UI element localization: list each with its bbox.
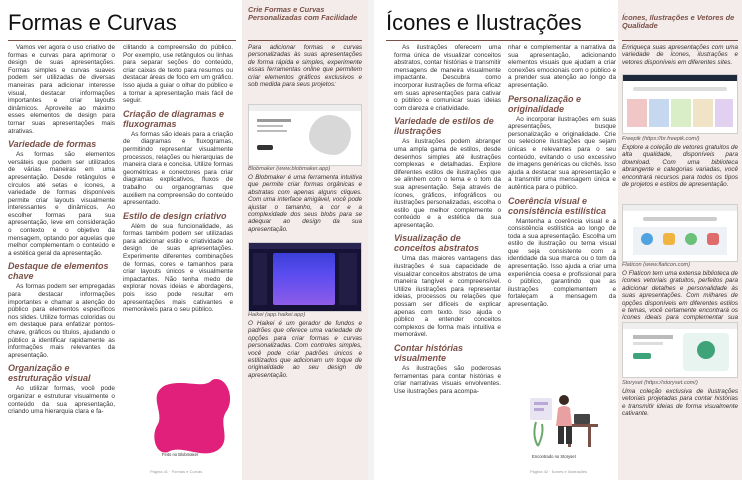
page-footer: Página 41 · Formas e Curvas [150,469,203,474]
screenshot-caption: Blobmaker (www.blobmaker.app) [248,166,331,172]
page-title: Formas e Curvas [8,10,177,35]
image-caption: Feito no Blobmaker [162,452,199,457]
image-caption: Encontrado no Storyset [532,454,576,459]
sidebar-heading: Crie Formas e Curvas Personalizadas com Facilidade [248,5,358,23]
screenshot-caption: Haikei (app.haikei.app) [248,312,306,318]
text-column-2 [123,44,233,317]
section-heading: Estilo de design criativo [123,210,227,221]
sidebar-text: Explore a coleção de vetores gratuitos de alta qualidade, disponíveis para download. Com uma biblioteca abrangente e categorias variadas, você encontrará recursos para todos os tipos de projetos e estilos de apresentação. [622,144,738,189]
section-heading: Personalização e originalidade [508,93,582,114]
paragraph: As formas são ideais para a criação de diagramas e fluxogramas, permitindo representar visualmente processos, relações ou hierarquias de maneira clara e concisa. Utilize formas geométricas e conectores para criar diagramas explicativos, fluxos de trabalho ou organogramas que auxiliem na compreensão do conteúdo apresentado. [123,130,233,207]
paragraph: As ilustrações oferecem uma forma única de visualizar conceitos abstratos, contar histórias e transmitir mensagens de maneira visualmente impactante. Descubra como incorporar ilustrações de forma eficaz em suas apresentações para cativar o público e comunicar suas ideias com clareza e criatividade. [394,44,501,112]
sidebar-intro: Para adicionar formas e curvas personalizadas às suas apresentações de forma rápida e simples, experimente essas ferramentas online que permitem criar elementos gráficos exclusivos e sob medida para seus projetos: [248,44,362,89]
sidebar [618,0,742,480]
blobmaker-screenshot [248,104,362,166]
section-heading: Destaque de elementos chave [8,261,109,282]
storyset-screenshot [622,322,738,378]
title-rule [386,40,614,41]
text-column-1 [8,44,115,419]
screenshot-caption: Flaticon (www.flaticon.com) [622,262,691,268]
paragraph: cilitando a compreensão do público. Por exemplo, use retângulos ou linhas para separar seções do conteúdo, criar caixas de texto para resumos ou destacar áreas de foco em um gráfico. Isso ajuda a guiar o olhar do público e a tornar a apresentação mais fácil de seguir. [123,44,233,105]
sidebar-text: O Haikei é um gerador de fundos e padrões que oferece uma variedade de opções para criar formas e curvas personalizadas. Com controles simples, você pode criar padrões únicos e estilizados que adicionam um toque de originalidade ao seu design de apresentação. [248,320,362,379]
section-heading: Contar histórias visualmente [394,343,464,363]
paragraph: nhar e complementar a narrativa da sua apresentação, adicionando elementos visuais que ajudam a criar conexões emocionais com o público e a prender sua atenção ao longo da apresentação. [508,44,616,89]
sidebar [242,0,368,480]
paragraph: Ao utilizar formas, você pode organizar e estruturar visualmente o conteúdo da sua apresentação, criando uma hierarquia clara e fa- [8,385,115,416]
sidebar-intro: Enriqueça suas apresentações com uma variedade de ícones, ilustrações e vetores disponíveis em diferentes sites. [622,44,738,66]
text-column-2 [508,44,616,312]
paragraph: As ilustrações são poderosas ferramentas para contar histórias e criar narrativas visuais envolventes. Use ilustrações para acompa- [394,365,501,395]
paragraph: Mantenha a coerência visual e a consistência estilística ao longo de toda a sua apresentação. Escolha um estilo de ilustração ou tema visual que seja consistente com a identidade da sua marca ou o tom da apresentação. Isso ajuda a criar uma experiência coesa e profissional para o público, garantindo que as ilustrações complementem e fortaleçam a mensagem da apresentação. [508,217,616,309]
sidebar-heading: Ícones, Ilustrações e Vetores de Qualidade [622,13,735,31]
section-heading: Variedade de formas [8,139,97,150]
screenshot-caption: Storyset (https://storyset.com/) [622,380,698,386]
title-rule [8,40,236,41]
text-column-1 [394,44,501,398]
page-footer: Página 42 · Ícones e Ilustrações [530,469,588,474]
right-page [374,0,742,480]
section-heading: Organização e estruturação visual [8,363,91,384]
paragraph: Uma das maiores vantagens das ilustrações é sua capacidade de visualizar conceitos abstratos de uma maneira tangível e compreensível. Utilize ilustrações para representar ideias, processos ou relações que possam ser difíceis de explicar apenas com texto. Isso ajuda o público a entender conceitos complexos de forma mais intuitiva e memorável. [394,255,501,339]
haikei-screenshot [248,242,362,312]
left-page [0,0,368,480]
sidebar-text: O Flaticon tem uma extensa biblioteca de ícones vetoriais gratuitos, perfeitos para adicionar detalhes e personalidade às suas apresentações. Com milhares de opções disponíveis em diferentes estilos e temas, você certamente encontrará os ícones ideais para complementar sua [622,270,738,322]
paragraph: Além de sua funcionalidade, as formas também podem ser utilizadas para adicionar estilo e criatividade ao design de suas apresentações. Experimente diferentes combinações de formas, cores e tamanhos para criar layouts únicos e visualmente impactantes. Não tenha medo de explorar novas ideias e abordagens, pois isso pode resultar em apresentações mais cativantes e memoráveis para o seu público. [123,222,233,314]
page-title: Ícones e Ilustrações [386,10,582,35]
sidebar-text: O Blobmaker é uma ferramenta intuitiva que permite criar formas orgânicas e abstratas com apenas alguns cliques. Com uma interface amigável, você pode ajustar o tamanho, a cor e a complexidade dos seus blobs para se adequar ao design da sua apresentação. [248,174,362,233]
freepik-screenshot [622,74,738,134]
sidebar-text: Uma coleção exclusiva de ilustrações vetoriais projetadas para contar histórias e transmitir ideias de forma visualmente cativante. [622,388,738,418]
screenshot-caption: Freepik (https://br.freepik.com/) [622,136,700,142]
blob-shape [152,378,234,456]
paragraph: Vamos ver agora o uso criativo de formas e curvas para aprimorar o design de suas apresentações. Formas simples e curvas suaves podem ser utilizadas de diversas maneiras para adicionar interesse visual, destacar informações importantes e criar layouts dinâmicos. Aproveite ao máximo esses elementos de design para tornar suas apresentações mais atrativas. [8,44,115,135]
sidebar-rule [622,40,738,41]
paragraph: As formas são elementos versáteis que podem ser utilizados de várias maneiras em uma apresentação. Desde retângulos e círculos até setas e ícones, a variedade de formas disponíveis permite criar layouts visualmente interessantes e dinâmicos. Ao escolher formas para sua apresentação, leve em consideração o contexto e o objetivo da mensagem, optando por aquelas que melhor complementam o conteúdo e a estética geral da apresentação. [8,151,115,257]
flaticon-screenshot [622,204,738,262]
storyset-illustration [524,386,608,452]
section-heading: Criação de diagramas e fluxogramas [123,108,225,129]
section-heading: Visualização de conceitos abstratos [394,233,480,254]
section-heading: Coerência visual e consistência estilística [508,195,607,216]
paragraph: Ao incorporar ilustrações em suas apresentações, busque personalização e originalidade. Crie ou selecione ilustrações que sejam únicas e relevantes para o seu conteúdo, evitando o uso excessivo de imagens genéricas ou clichês. Isso ajuda a destacar sua apresentação e a transmitir uma mensagem única e autêntica para o público. [508,115,616,191]
paragraph: As ilustrações podem abranger uma ampla gama de estilos, desde desenhos simples até ilustrações complexas e detalhadas. Explore diferentes estilos de ilustrações que se alinhem com o tema e o tom da sua apresentação. Seja através de ícones, gráficos, infográficos ou ilustrações personalizadas, escolha o estilo que melhor complemente o conteúdo e a estética da sua apresentação. [394,138,501,229]
sidebar-rule [248,40,362,41]
paragraph: As formas podem ser empregadas para destacar informações importantes e chamar a atenção do público para elementos específicos nos slides. Utilize formas coloridas ou em destaque para enfatizar pontos-chave, gráficos ou títulos, ajudando o público a identificar rapidamente as informações mais relevantes da apresentação. [8,283,115,359]
section-heading: Variedade de estilos de ilustrações [394,116,494,137]
